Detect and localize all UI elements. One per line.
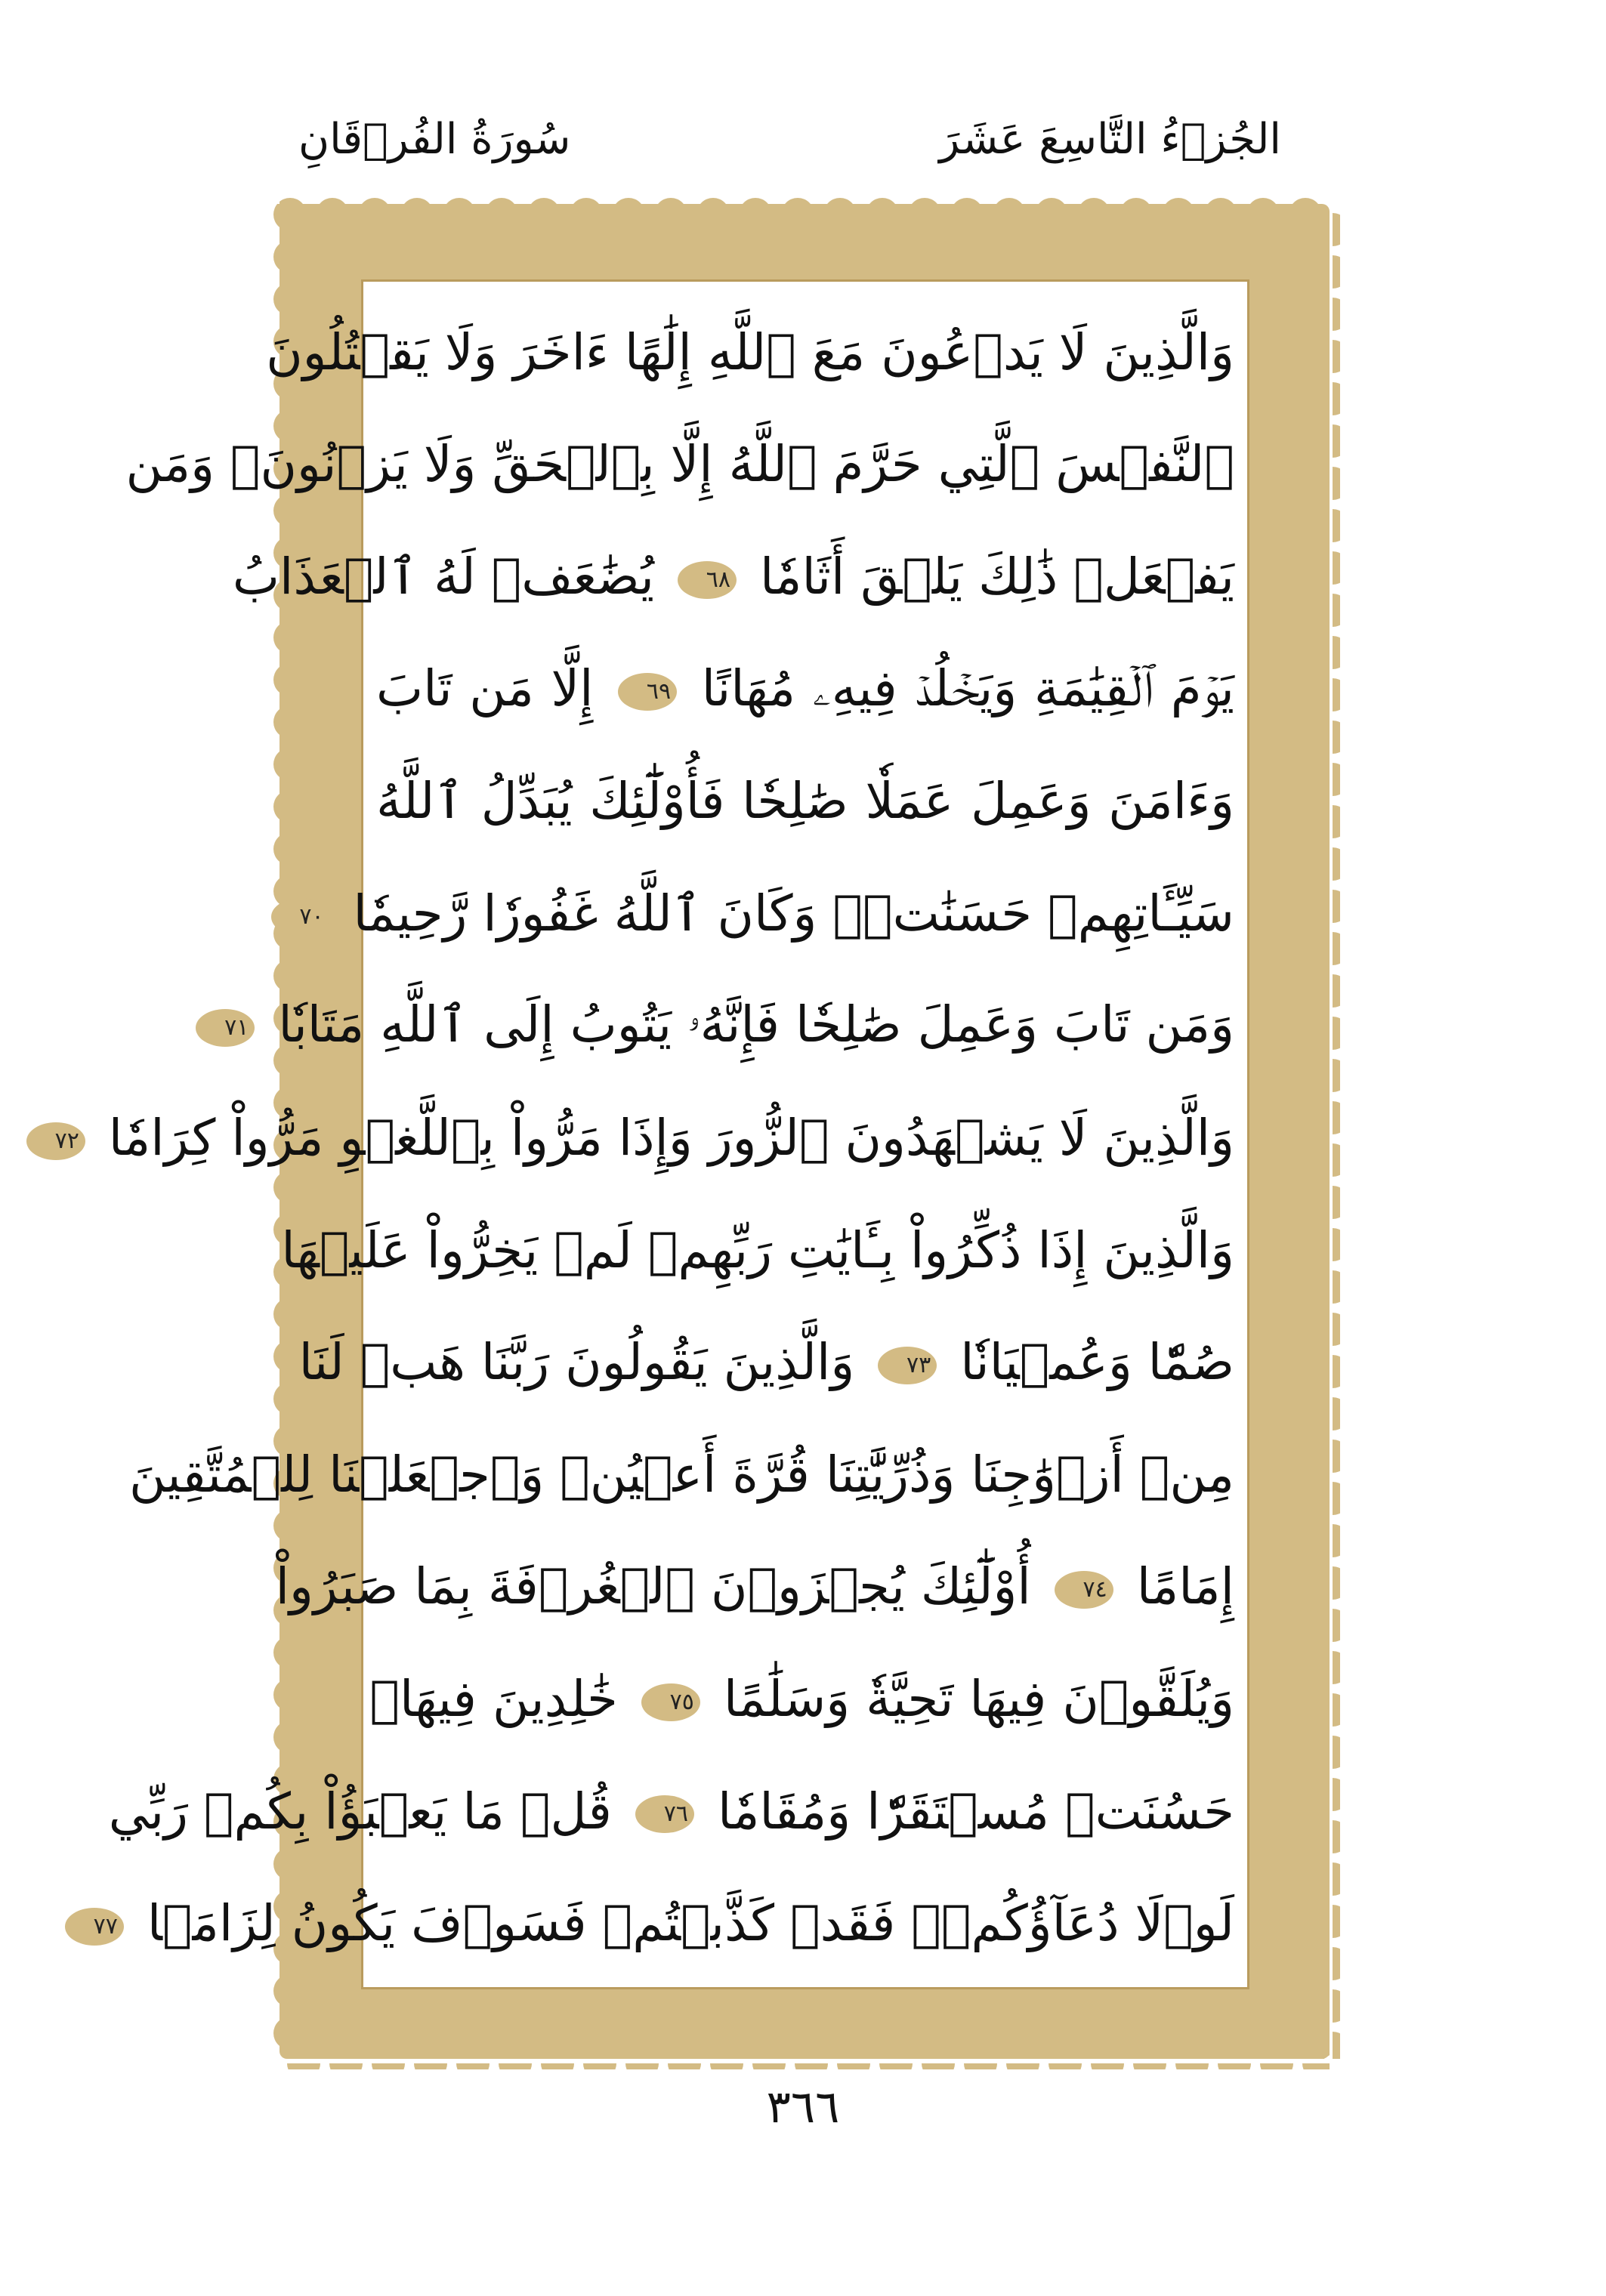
text-line — [281, 1194, 1234, 1307]
verse-text — [281, 1221, 1234, 1279]
verse-text — [224, 995, 1234, 1055]
verse-segment: وَالَّذِينَ يَقُولُونَ رَبَّنَا هَبۡ لَنَا — [298, 1333, 855, 1392]
text-line — [376, 633, 1234, 745]
verse-segment: لَوۡلَا دُعَآؤُكُمۡۖ فَقَدۡ كَذَّبۡتُمۡ فَسَوۡفَ يَكُونُ لِزَامَۢا — [147, 1894, 1234, 1953]
text-line — [299, 857, 1234, 970]
verse-segment: يُضَٰعَفۡ لَهُ ٱلۡعَذَابُ — [232, 547, 655, 606]
verse-segment: أُوْلَٰٓئِكَ يُجۡزَوۡنَ ٱلۡغُرۡفَةَ بِمَا صَبَرُواْ — [275, 1557, 1031, 1616]
verse-text — [275, 1557, 1234, 1616]
text-line — [224, 970, 1234, 1082]
juz-title: الجُزۡءُ التَّاسِعَ عَشَرَ — [939, 115, 1281, 164]
verse-text — [128, 1445, 1234, 1504]
text-line — [93, 1867, 1234, 1980]
ayah-number-marker: ٧٧ — [65, 1908, 124, 1946]
ayah-number-marker: ٧٢ — [26, 1122, 85, 1160]
surah-title: سُورَةُ الفُرۡقَانِ — [298, 115, 571, 164]
verse-segment: قُلۡ مَا يَعۡبَؤُاْ بِكُمۡ رَبِّي — [108, 1782, 612, 1841]
verse-segment: وَمَن تَابَ وَعَمِلَ صَٰلِحٗا فَإِنَّهُۥ يَتُوبُ إِلَى ٱللَّهِ مَتَابٗا — [278, 995, 1234, 1054]
verse-segment: يَوۡمَ ٱلۡقِيَٰمَةِ وَيَخۡلُدۡ فِيهِۦ مُهَانًا — [701, 659, 1235, 718]
verse-segment: وَالَّذِينَ لَا يَدۡعُونَ مَعَ ٱللَّهِ إِلَٰهًا ءَاخَرَ وَلَا يَقۡتُلُونَ — [266, 322, 1234, 381]
verse-text — [376, 659, 1234, 719]
ayah-number-marker: ٦٨ — [678, 561, 737, 599]
verse-segment: خَٰلِدِينَ فِيهَاۚ — [369, 1669, 618, 1728]
text-line — [125, 409, 1234, 521]
verse-segment: وَالَّذِينَ لَا يَشۡهَدُونَ ٱلزُّورَ وَإِذَا مَرُّواْ بِٱللَّغۡوِ مَرُّواْ كِرَامٗا — [108, 1108, 1234, 1167]
verse-text — [266, 322, 1234, 381]
ayah-number-marker: ٧١ — [196, 1009, 255, 1047]
verse-text — [108, 1782, 1234, 1841]
verse-segment: ٱلنَّفۡسَ ٱلَّتِي حَرَّمَ ٱللَّهُ إِلَّا بِٱلۡحَقِّ وَلَا يَزۡنُونَۚ وَمَن — [125, 435, 1234, 494]
verse-text — [93, 1894, 1234, 1953]
verse-segment: إِمَامًا — [1136, 1557, 1234, 1616]
ayah-number-marker: ٧٥ — [641, 1683, 700, 1721]
verse-text — [54, 1108, 1234, 1167]
page-number: ٣٦٦ — [766, 2081, 840, 2134]
ayah-number-marker: ٦٩ — [618, 673, 677, 711]
verse-text — [125, 435, 1234, 494]
ayah-number-marker: ٧٦ — [635, 1795, 694, 1833]
text-line — [54, 1082, 1234, 1194]
text-line — [275, 1531, 1234, 1643]
ayah-number-marker: ٧٣ — [878, 1347, 937, 1384]
verse-segment: مِنۡ أَزۡوَٰجِنَا وَذُرِّيَّٰتِنَا قُرَّةَ أَعۡيُنٖ وَٱجۡعَلۡنَا لِلۡمُتَّقِينَ — [128, 1445, 1234, 1504]
text-line — [369, 1643, 1234, 1755]
verse-text — [369, 1669, 1234, 1728]
verse-segment: إِلَّا مَن تَابَ — [376, 659, 594, 718]
text-line — [266, 296, 1234, 409]
verse-segment: يَفۡعَلۡ ذَٰلِكَ يَلۡقَ أَثَامٗا — [760, 547, 1234, 606]
quran-text — [54, 296, 1235, 1980]
text-line — [108, 1755, 1234, 1868]
verse-segment: وَيُلَقَّوۡنَ فِيهَا تَحِيَّةٗ وَسَلَٰمًا — [723, 1669, 1234, 1728]
text-line — [128, 1418, 1234, 1531]
verse-text — [232, 547, 1234, 606]
verse-segment: وَالَّذِينَ إِذَا ذُكِّرُواْ بِـَٔايَٰتِ رَبِّهِمۡ لَمۡ يَخِرُّواْ عَلَيۡهَا — [281, 1221, 1234, 1279]
verse-segment: صُمّٗا وَعُمۡيَانٗا — [960, 1333, 1234, 1392]
verse-text — [376, 772, 1234, 830]
ayah-number-marker: ٧٠ — [271, 898, 330, 936]
ayah-number-marker: ٧٤ — [1055, 1571, 1113, 1609]
verse-segment: وَءَامَنَ وَعَمِلَ عَمَلٗا صَٰلِحٗا فَأُوْلَٰٓئِكَ يُبَدِّلُ ٱللَّهُ — [376, 772, 1234, 831]
verse-text — [299, 884, 1234, 943]
verse-text — [298, 1333, 1234, 1392]
text-line — [376, 745, 1234, 857]
text-line — [298, 1306, 1234, 1418]
verse-segment: حَسُنَتۡ مُسۡتَقَرّٗا وَمُقَامٗا — [717, 1782, 1234, 1841]
text-line — [232, 520, 1234, 633]
verse-segment: سَيِّـَٔاتِهِمۡ حَسَنَٰتٖۗ وَكَانَ ٱللَّهُ غَفُورٗا رَّحِيمٗا — [353, 884, 1234, 943]
